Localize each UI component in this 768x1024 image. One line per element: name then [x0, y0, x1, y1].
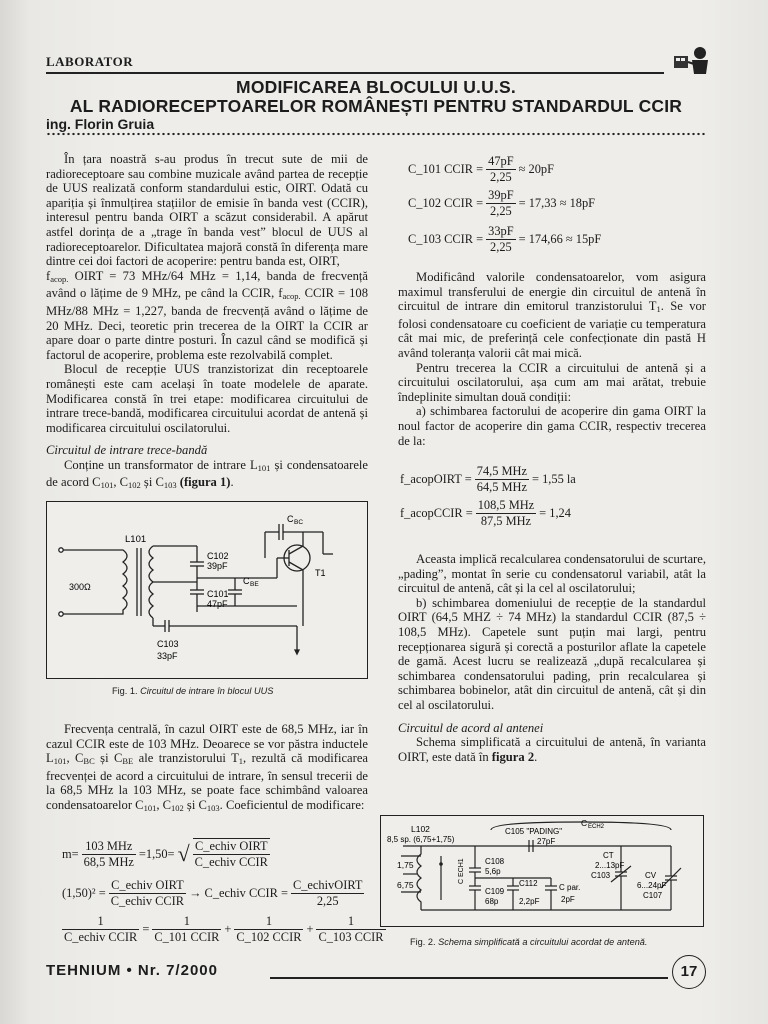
figure-2	[380, 815, 704, 927]
intro-paragraph-1b: $f_{acop.}$ OIRT = 73 MHz/64 MHz = 1,14, banda de frecvență având o lățime de 9 MHz, pe când la CCIR, $f_{acop.}$ CCIR = 108 MHz/88 MHz = 1,227, banda de frecvență având o lățime de 20 MHz. Deci, teoretic prin trecerea de la OIRT la CCIR ar apare doar o parte dintre posturi. În cazul când se modifică și factorul de acoperire, problema este rezolvabilă complet.	[46, 268, 368, 362]
right-paragraph-3: a) schimbarea factorului de acoperire din gama OIRT la noul factor de acoperire din gama CCIR, respectiv trecerea de la:	[398, 404, 706, 448]
formula-series-capacitance: $\frac{1}{\text{C\_echiv CCIR}}$ = $\frac{1}{\text{C\_101 CCIR}}$ + $\frac{1}{\text{C\_102 CCIR}}$ + $\frac{1}{\text{C\_103 CCIR}}$	[64, 914, 384, 944]
formula-facop-oirt: f_acopOIRT = $\frac{\text{74,5 MHz}}{\text{64,5 MHz}}$ = 1,55 la	[400, 464, 576, 494]
formula-c102-ccir: C_102 CCIR = $\frac{39pF}{2,25}$ = 17,33 ≈ 18pF	[408, 188, 596, 218]
footer-rule	[270, 977, 668, 979]
subheading-input-circuit: Circuitul de intrare trece-bandă	[46, 443, 208, 458]
fig2-label-c103: C103	[591, 871, 611, 880]
fig1-label-l101: L101	[125, 534, 147, 545]
right-column-top	[398, 270, 706, 448]
fig2-label-cpar: C par.	[559, 883, 581, 892]
author: ing. Florin Gruia	[46, 116, 155, 132]
fig2-label-c108-value: 5,6p	[485, 867, 501, 876]
article-title-line2: AL RADIORECEPTOARELOR ROMÂNEȘTI PENTRU STANDARDUL CCIR	[69, 96, 683, 116]
article-title-line1: MODIFICAREA BLOCULUI U.U.S.	[236, 77, 516, 97]
fig2-label-ct-value: 2...13pF	[595, 861, 625, 870]
fig2-label-cv: CV	[645, 871, 657, 880]
fig1-label-cbc-sub: BC	[294, 519, 304, 526]
fig1-label-c103: C103	[157, 639, 179, 649]
left-column-after-figure	[46, 722, 368, 816]
intro-paragraph-2: Blocul de recepție UUS tranzistorizat din receptoarele românești este cam același în toate modelele de aparate. Modificarea constă în trei etape: modificarea circuitului de intrare trece-bandă, modificarea circuitului acordat de antenă și modificarea circuitului oscilatorului.	[46, 362, 368, 435]
center-frequency-paragraph: Frecvența centrală, în cazul OIRT este de 68,5 MHz, iar în cazul CCIR este de 103 MHz. Deoarece se vor păstra inductele $L_{101}$, $C_{BC}$ și $C_{BE}$ ale tranzistorului $T_1$, rezultă că modificarea frecvenței de acord a circuitului de intrare, în sensul trecerii de la 68,5 MHz la 103 MHz, se poate face schimbând valoarea condensatoarelor $C_{101}$, $C_{102}$ și $C_{103}$. Coeficientul de modificare:	[46, 722, 368, 813]
fig1-label-cbc: C	[287, 514, 294, 524]
fig1-label-c101-value: 47pF	[207, 599, 228, 609]
fig1-label-cbe-sub: BE	[250, 581, 259, 588]
fig2-label-c108: C108	[485, 857, 505, 866]
section-label: LABORATOR	[46, 54, 134, 69]
fig2-label-l102: L102	[411, 824, 430, 834]
fig2-label-cech2-sub: ECH2	[588, 824, 605, 830]
input-circuit-paragraph: Conține un transformator de intrare $L_{101}$ și condensatoarele de acord $C_{101}$, $C_{102}$ și $C_{103}$ (figura 1).	[46, 457, 368, 491]
fig1-label-t1: T1	[315, 568, 326, 578]
right-paragraph-6: Schema simplificată a circuitului de antenă, în varianta OIRT, este dată în figura 2.	[398, 735, 706, 764]
figure-1	[46, 501, 368, 679]
figure-1-schematic	[47, 502, 367, 678]
fig2-label-ct: CT	[603, 851, 614, 860]
right-paragraph-2: Pentru trecerea la CCIR a circuitului de antenă și a circuitului oscilatorului, așa cum am mai arătat, trebuie îndeplinite simultan două condiții:	[398, 360, 706, 404]
formula-c103-ccir: C_103 CCIR = $\frac{33pF}{2,25}$ = 174,66 ≈ 15pF	[408, 224, 602, 254]
fig2-label-l102-turns: 8,5 sp. (6,75+1,75)	[387, 835, 455, 844]
fig1-label-c103-value: 33pF	[157, 651, 178, 661]
fig2-label-cech1: C ECH1	[458, 858, 465, 884]
fig2-label-cpar-value: 2pF	[561, 895, 575, 904]
formula-m: m= $\frac{\text{103 MHz}}{\text{68,5 MHz}}$ =1,50= √ $\frac{\text{C\_echiv OIRT}}{\text{C\_echiv CCIR}}$	[62, 838, 268, 869]
fig2-label-c105: C105 "PADING"	[505, 827, 563, 836]
left-column	[46, 152, 368, 493]
fig2-label-c105-value: 27pF	[537, 837, 556, 846]
formula-facop-ccir: f_acopCCIR = $\frac{\text{108,5 MHz}}{\text{87,5 MHz}}$ = 1,24	[400, 498, 571, 528]
formula-squared: (1,50)² = $\frac{\text{C\_echiv OIRT}}{\text{C\_echiv CCIR}}$ → C_echiv CCIR = $\frac{\text{C\_echivOIRT}}{2,25}$	[62, 878, 363, 908]
lab-logo-icon	[672, 44, 712, 78]
fig2-label-c112: C112	[519, 879, 538, 888]
right-paragraph-5: b) schimbarea domeniului de recepție de la standardul OIRT (64,5 MHZ ÷ 74 MHz) la standardul CCIR (87,5 ÷ 108,5 MHz). Capetele sunt puțin mai largi, pentru recepționarea sigură și corectă a posturilor aflate la capetele de gamă. Acest lucru se realizează „după recalcularea și schimbarea condensatorului pading, prin recalcularea și schimbarea bobinelor, atât din circuitul de antenă, cât și din cel al oscilatorului.	[398, 595, 706, 712]
fig1-label-cbe: C	[243, 576, 250, 586]
fig1-label-c102: C102	[207, 551, 229, 561]
fig2-label-c109-value: 68p	[485, 897, 499, 906]
subheading-antenna-circuit: Circuitul de acord al antenei	[398, 720, 544, 735]
dotted-rule	[46, 132, 706, 136]
right-paragraph-4: Aceasta implică recalcularea condensatorului de scurtare, „pading”, montat în serie cu condensatorul variabil, atât la circuitul de antenă, cât și la cel al oscilatorului;	[398, 552, 706, 596]
fig2-label-c112-value: 2,2pF	[519, 897, 540, 906]
fig1-label-c102-value: 39pF	[207, 561, 228, 571]
fig2-label-cv-value: 6...24pF	[637, 881, 667, 890]
fig2-label-c107: C107	[643, 891, 663, 900]
header-rule	[46, 72, 664, 74]
figure-2-caption: Fig. 2. Schema simplificată a circuitului acordat de antenă.	[410, 937, 648, 947]
right-paragraph-1: Modificând valorile condensatoarelor, vom asigura maximul transferului de energie din circuitul de antenă în circuitul de intrare din emitorul tranzistorului $T_1$. Se vor folosi condensatoare cu coeficient de variație cu temperatura cât mai mic, de preferință cele confecționate din pastă H având toleranța valorii cât mai mică.	[398, 270, 706, 360]
page-number: 17	[672, 955, 706, 989]
formula-c101-ccir: C_101 CCIR = $\frac{47pF}{2,25}$ ≈ 20pF	[408, 154, 555, 184]
fig2-label-tap-675: 6,75	[397, 880, 414, 890]
intro-paragraph-1: În țara noastră s-au produs în trecut sute de mii de radioreceptoare sau combine muzicale având partea de recepție de UUS realizată conform standardului estic, OIRT. Odată cu apariția și înmulțirea stațiilor de emisie în banda vest (CCIR), interesul pentru banda OIRT a scăzut considerabil. A apărut astfel dorința de a „trage în banda vest” blocul de UUS al radioreceptoarelor. Dificultatea majoră constă în diferența mare dintre cei doi factori de acoperire: pentru banda est, OIRT,	[46, 152, 368, 269]
fig2-label-tap-175: 1,75	[397, 860, 414, 870]
figure-1-caption: Fig. 1. Circuitul de intrare în blocul UUS	[112, 686, 274, 696]
figure-2-schematic	[381, 816, 703, 926]
magazine-footer: TEHNIUM • Nr. 7/2000	[46, 962, 218, 979]
fig2-label-c109: C109	[485, 887, 505, 896]
fig1-label-ohm: 300Ω	[69, 582, 91, 592]
fig1-label-c101: C101	[207, 589, 229, 599]
fig2-label-cech2: C	[581, 818, 588, 828]
right-column-bottom	[398, 552, 706, 764]
